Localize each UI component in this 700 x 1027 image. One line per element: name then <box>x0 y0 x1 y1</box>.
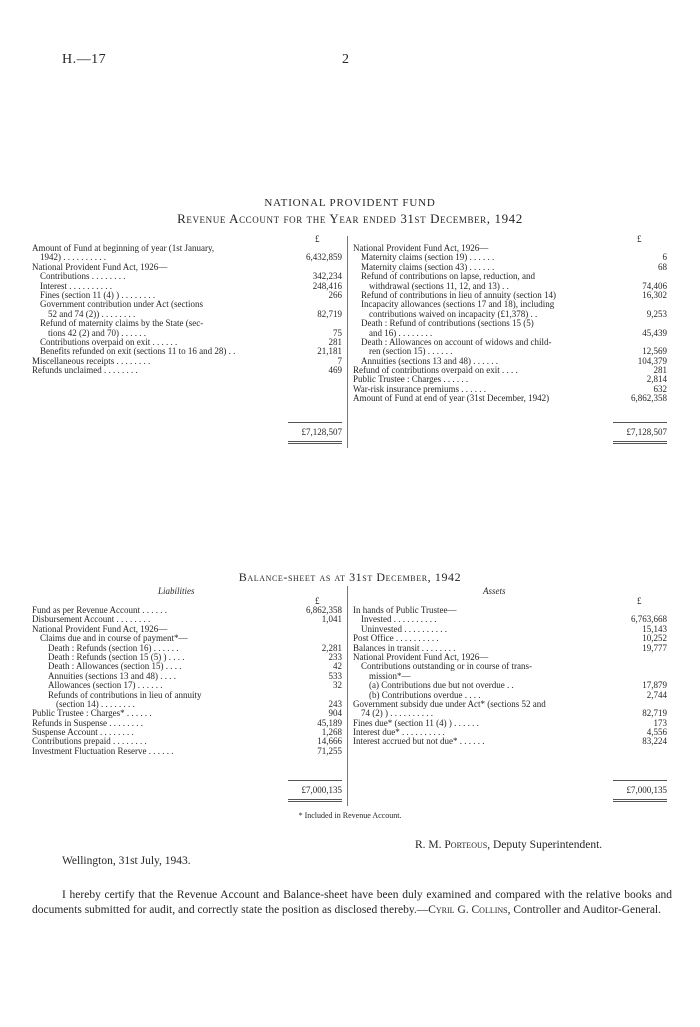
liability-amount: 904 <box>328 708 342 719</box>
revenue-receipt-label: Government contribution under Act (sections <box>40 299 203 310</box>
revenue-receipt-label: Interest . . . . . . . . . . <box>40 280 112 291</box>
revenue-payment-label: contributions waived on incapacity (£1,378) . . <box>369 308 538 319</box>
revenue-payment-label: ren (section 15) . . . . . . <box>369 346 453 357</box>
revenue-receipt-label: tions 42 (2) and 70) . . . . . . <box>48 327 146 338</box>
revenue-receipt-amount: 248,416 <box>312 280 342 291</box>
revenue-payment-label: Death : Allowances on account of widows and child- <box>361 336 552 347</box>
asset-label: Interest accrued but not due* . . . . . . <box>353 736 485 747</box>
asset-label: Contributions outstanding or in course of trans- <box>361 661 532 672</box>
asset-amount: 82,719 <box>642 708 667 719</box>
revenue-receipt-label: Contributions . . . . . . . . <box>40 271 126 282</box>
revenue-receipt-amount: 469 <box>328 365 342 376</box>
revenue-receipt-amount: 266 <box>328 289 342 300</box>
liabilities-heading: Liabilities <box>158 586 195 596</box>
revenue-receipt-label: Miscellaneous receipts . . . . . . . . <box>32 355 151 366</box>
balance-right-currency: £ <box>637 596 642 606</box>
asset-amount: 15,143 <box>642 623 667 634</box>
liability-label: Disbursement Account . . . . . . . . <box>32 614 151 625</box>
liability-amount: 14,666 <box>317 736 342 747</box>
asset-amount: 83,224 <box>642 736 667 747</box>
revenue-payment-amount: 12,569 <box>642 346 667 357</box>
auditor-role: , Controller and Auditor-General. <box>507 904 662 916</box>
asset-label: In hands of Public Trustee— <box>353 605 457 615</box>
asset-row <box>353 737 667 746</box>
liability-label: Claims due and in course of payment*— <box>40 633 188 644</box>
revenue-payment-label: Refund of contributions in lieu of annuity (section 14) <box>361 289 556 300</box>
revenue-payment-label: Amount of Fund at end of year (31st December, 1942) <box>353 393 550 404</box>
asset-label: Fines due* (section 11 (4) ) . . . . . . <box>353 717 479 728</box>
liability-label: Contributions prepaid . . . . . . . . <box>32 736 147 747</box>
revenue-receipt-label: Amount of Fund at beginning of year (1st January, <box>32 243 215 253</box>
revenue-receipt-label: Fines (section 11 (4) ) . . . . . . . . <box>40 289 156 300</box>
revenue-payment-label: withdrawal (sections 11, 12, and 13) . . <box>369 280 509 291</box>
liability-amount: 32 <box>333 680 342 691</box>
revenue-payment-label: Incapacity allowances (sections 17 and 18), including <box>361 299 555 310</box>
signatory-role: , Deputy Superintendent. <box>487 839 603 851</box>
revenue-receipt-label: 52 and 74 (2)) . . . . . . . . <box>48 308 136 319</box>
revenue-receipt-label: Contributions overpaid on exit . . . . . . <box>40 336 178 347</box>
rule <box>613 422 667 423</box>
revenue-receipt-amount: 75 <box>333 327 342 338</box>
liability-label: Allowances (section 17) . . . . . . <box>48 680 163 691</box>
revenue-payment-amount: 6,862,358 <box>631 393 667 404</box>
balance-left-currency: £ <box>315 596 320 606</box>
report-code: H.—17 <box>62 52 107 67</box>
revenue-receipt-amount: 82,719 <box>317 308 342 319</box>
revenue-receipt-row <box>32 366 342 375</box>
place-date: Wellington, 31st July, 1943. <box>62 855 191 867</box>
liability-label: Fund as per Revenue Account . . . . . . <box>32 605 167 615</box>
liability-label: Death : Refunds (section 15 (5) ) . . . . <box>48 651 185 662</box>
revenue-receipt-label: Benefits refunded on exit (sections 11 to 16 and 28) . . <box>40 346 236 357</box>
revenue-payment-amount: 74,406 <box>642 280 667 291</box>
revenue-payment-amount: 281 <box>653 365 667 376</box>
liability-amount: 6,862,358 <box>306 605 342 615</box>
balance-left-total: £7,000,135 <box>301 785 342 795</box>
asset-amount: 10,252 <box>642 633 667 644</box>
asset-amount: 4,556 <box>646 727 667 738</box>
asset-label: National Provident Fund Act, 1926— <box>353 651 489 662</box>
signatory-name: R. M. Porteous <box>415 839 488 851</box>
column-divider <box>347 586 348 806</box>
liability-label: Public Trustee : Charges* . . . . . . <box>32 708 152 719</box>
balance-right-total: £7,000,135 <box>626 785 667 795</box>
asset-label: Balances in transit . . . . . . . . <box>353 642 456 653</box>
assets-column <box>353 606 667 747</box>
asset-amount: 173 <box>653 717 667 728</box>
revenue-payment-label: War-risk insurance premiums . . . . . . <box>353 383 487 394</box>
asset-label: Post Office . . . . . . . . . . <box>353 633 439 644</box>
revenue-right-currency: £ <box>637 234 642 244</box>
footnote: * Included in Revenue Account. <box>298 811 402 820</box>
liability-amount: 45,189 <box>317 717 342 728</box>
revenue-receipt-amount: 7 <box>337 355 342 366</box>
revenue-payment-label: Refund of contributions overpaid on exit . . . . <box>353 365 518 376</box>
asset-label: mission*— <box>369 670 411 681</box>
revenue-receipt-label: 1942) . . . . . . . . . . <box>40 252 106 263</box>
asset-amount: 2,744 <box>646 689 667 700</box>
liability-label: Refunds in Suspense . . . . . . . . <box>32 717 143 728</box>
certificate-text: I hereby certify that the Revenue Account and Balance-sheet have been duly examined and compared with the relative books and documents submitted for audit, and correctly state the position as disclosed thereby.— <box>32 889 672 916</box>
rule <box>288 780 342 781</box>
fund-title: NATIONAL PROVIDENT FUND <box>264 197 436 209</box>
revenue-payment-label: and 16) . . . . . . . . <box>369 327 433 338</box>
asset-label: (a) Contributions due but not overdue . . <box>369 680 514 691</box>
asset-label: Interest due* . . . . . . . . . . <box>353 727 445 738</box>
revenue-payment-label: Death : Refund of contributions (sections 15 (5) <box>361 318 534 329</box>
balance-sheet-title: Balance-sheet as at 31st December, 1942 <box>238 570 462 584</box>
revenue-receipt-label: National Provident Fund Act, 1926— <box>32 261 168 272</box>
asset-amount: 6,763,668 <box>631 614 667 625</box>
liability-amount: 1,041 <box>321 614 342 625</box>
signature <box>415 839 602 851</box>
liability-amount: 233 <box>328 651 342 662</box>
asset-label: Invested . . . . . . . . . . <box>361 614 437 625</box>
liability-label: Death : Allowances (section 15) . . . . <box>48 661 182 672</box>
revenue-payment-label: National Provident Fund Act, 1926— <box>353 243 489 253</box>
revenue-payment-amount: 632 <box>653 383 667 394</box>
revenue-payment-label: Maternity claims (section 43) . . . . . . <box>361 261 495 272</box>
auditor-name: Cyril G. Collins <box>428 904 508 916</box>
liability-amount: 533 <box>328 670 342 681</box>
liability-label: Refunds of contributions in lieu of annuity <box>48 689 202 700</box>
revenue-payment-amount: 104,379 <box>637 355 667 366</box>
liability-label: Death : Refunds (section 16) . . . . . . <box>48 642 179 653</box>
liability-row <box>32 747 342 756</box>
asset-label: (b) Contributions overdue . . . . <box>369 689 481 700</box>
asset-label: 74 (2) ) . . . . . . . . . . <box>361 708 433 719</box>
revenue-receipt-label: Refunds unclaimed . . . . . . . . <box>32 365 138 376</box>
liability-label: Investment Fluctuation Reserve . . . . . . <box>32 745 174 756</box>
revenue-payment-label: Annuities (sections 13 and 48) . . . . . . <box>361 355 498 366</box>
revenue-payments-column <box>353 244 667 404</box>
revenue-payment-row <box>353 394 667 403</box>
revenue-receipt-label: Refund of maternity claims by the State (sec- <box>40 318 204 329</box>
liability-label: Suspense Account . . . . . . . . <box>32 727 134 738</box>
rule <box>288 422 342 423</box>
rule <box>613 441 667 444</box>
page-number: 2 <box>342 52 349 67</box>
liability-amount: 71,255 <box>317 745 342 756</box>
revenue-account-title: Revenue Account for the Year ended 31st December, 1942 <box>177 211 523 226</box>
revenue-payment-label: Refund of contributions on lapse, reduction, and <box>361 271 535 282</box>
revenue-payment-amount: 68 <box>658 261 667 272</box>
liability-amount: 2,281 <box>321 642 342 653</box>
revenue-receipt-amount: 281 <box>328 336 342 347</box>
revenue-receipts-column <box>32 244 342 375</box>
rule <box>613 780 667 781</box>
revenue-payment-amount: 9,253 <box>646 308 667 319</box>
rule <box>288 441 342 444</box>
asset-label: Government subsidy due under Act* (sections 52 and <box>353 698 546 709</box>
revenue-payment-amount: 6 <box>662 252 667 263</box>
revenue-receipt-amount: 21,181 <box>317 346 342 357</box>
liability-label: National Provident Fund Act, 1926— <box>32 623 168 634</box>
liability-amount: 42 <box>333 661 342 672</box>
column-divider <box>347 236 348 448</box>
revenue-left-currency: £ <box>315 234 320 244</box>
revenue-left-total: £7,128,507 <box>301 427 342 437</box>
asset-amount: 17,879 <box>642 680 667 691</box>
asset-label: Uninvested . . . . . . . . . . <box>361 623 447 634</box>
assets-heading: Assets <box>483 586 506 596</box>
revenue-payment-amount: 2,814 <box>646 374 667 385</box>
revenue-right-total: £7,128,507 <box>626 427 667 437</box>
revenue-receipt-amount: 342,234 <box>312 271 342 282</box>
audit-certificate <box>32 888 672 918</box>
liability-amount: 1,268 <box>321 727 342 738</box>
revenue-payment-label: Public Trustee : Charges . . . . . . <box>353 374 469 385</box>
revenue-payment-amount: 16,302 <box>642 289 667 300</box>
rule <box>288 799 342 802</box>
revenue-payment-label: Maternity claims (section 19) . . . . . . <box>361 252 495 263</box>
liability-label: (section 14) . . . . . . . . <box>56 698 135 709</box>
liability-amount: 243 <box>328 698 342 709</box>
liabilities-column <box>32 606 342 756</box>
rule <box>613 799 667 802</box>
revenue-receipt-amount: 6,432,859 <box>306 252 342 263</box>
asset-amount: 19,777 <box>642 642 667 653</box>
liability-label: Annuities (sections 13 and 48) . . . . <box>48 670 176 681</box>
revenue-payment-amount: 45,439 <box>642 327 667 338</box>
